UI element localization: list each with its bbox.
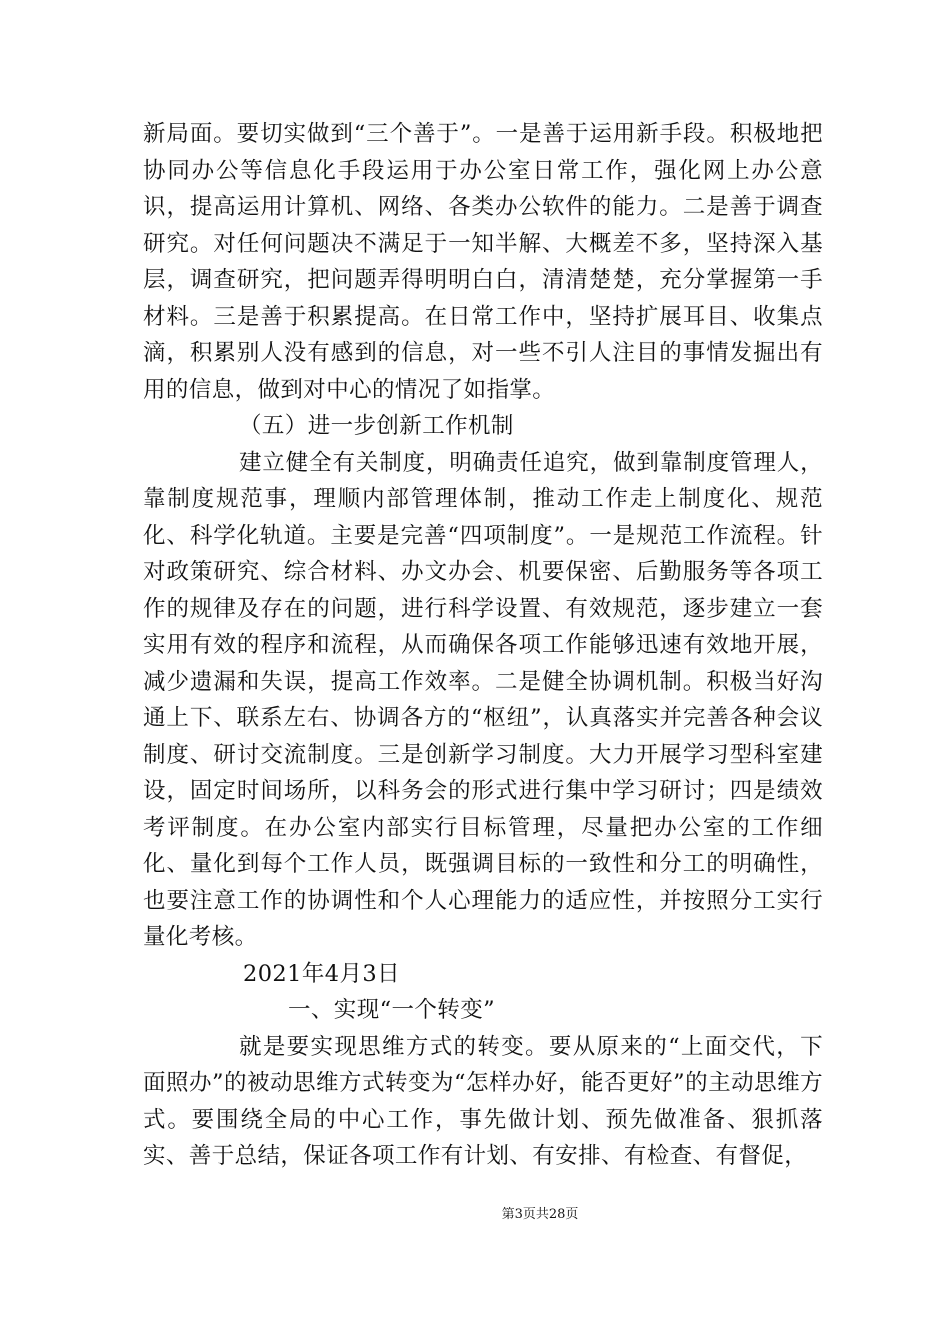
section-heading-one-change: 一、实现“一个转变” [288,997,496,1023]
paragraph-continuation: 新局面。要切实做到“三个善于”。一是善于运用新手段。积极地把协同办公等信息化手段运用于办公室日常工作，强化网上办公意识，提高运用计算机、网络、各类办公软件的能力。二是善于调查研究。对任何问题决不满足于一知半解、大概差不多，坚持深入基层，调查研究，把问题弄得明明白白，清清楚楚，充分掌握第一手材料。三是善于积累提高。在日常工作中，坚持扩展耳目、收集点滴，积累别人没有感到的信息，对一些不引人注目的事情发掘出有用的信息，做到对中心的情况了如指掌。 [143,121,823,403]
page-number-footer: 第3页共28页 [501,1207,579,1222]
paragraph-thinking-change: 就是要实现思维方式的转变。要从原来的“上面交代，下面照办”的被动思维方式转变为“怎样办好，能否更好”的主动思维方式。要围绕全局的中心工作，事先做计划、预先做准备、狠抓落实、善于总结，保证各项工作有计划、有安排、有检查、有督促， [143,1033,823,1169]
document-date: 2021年4月3日 [243,960,400,987]
section-heading-innovate-mechanism: （五）进一步创新工作机制 [239,413,514,439]
document-body [143,116,823,1175]
paragraph-institution: 建立健全有关制度，明确责任追究，做到靠制度管理人，靠制度规范事，理顺内部管理体制，推动工作走上制度化、规范化、科学化轨道。主要是完善“四项制度”。一是规范工作流程。针对政策研究、综合材料、办文办会、机要保密、后勤服务等各项工作的规律及存在的问题，进行科学设置、有效规范，逐步建立一套实用有效的程序和流程，从而确保各项工作能够迅速有效地开展，减少遗漏和失误，提高工作效率。二是健全协调机制。积极当好沟通上下、联系左右、协调各方的“枢纽”，认真落实并完善各种会议制度、研讨交流制度。三是创新学习制度。大力开展学习型科室建设，固定时间场所，以科务会的形式进行集中学习研讨；四是绩效考评制度。在办公室内部实行目标管理，尽量把办公室的工作细化、量化到每个工作人员，既强调目标的一致性和分工的明确性，也要注意工作的协调性和个人心理能力的适应性，并按照分工实行量化考核。 [143,449,823,950]
